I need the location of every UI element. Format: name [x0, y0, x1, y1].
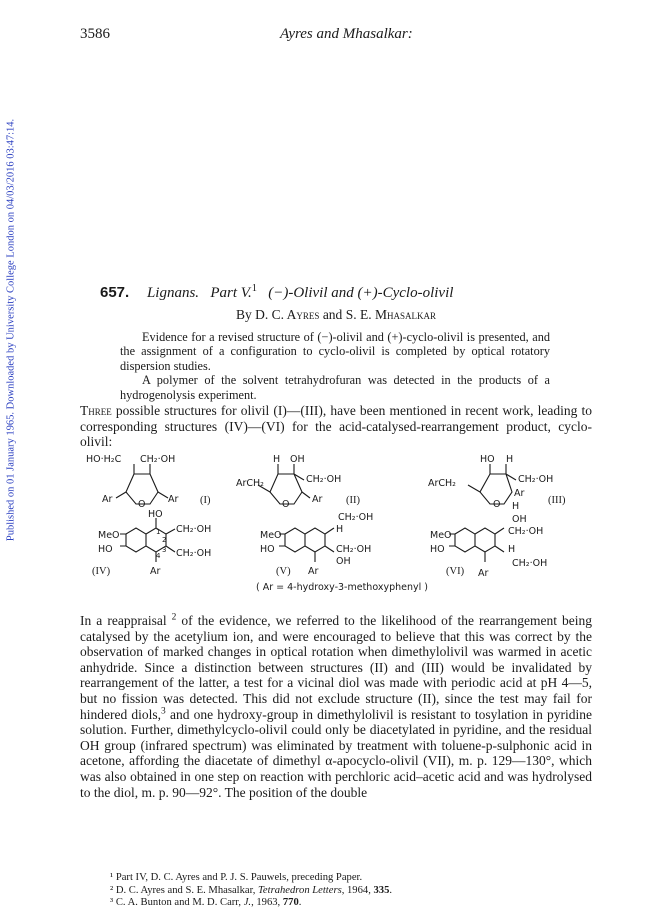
- footnote-3: [110, 897, 590, 910]
- authors-and: and: [322, 307, 343, 322]
- atom-ar-ii: Ar: [312, 494, 323, 505]
- atom-h-iii: H: [506, 454, 514, 465]
- title-compounds: (−)-Olivil and (+)-Cyclo-olivil: [268, 285, 454, 301]
- footnote-2: [110, 885, 590, 898]
- atom-ar-iv: Ar: [150, 566, 161, 577]
- structure-iii-ring: [468, 464, 516, 504]
- chemical-structures-figure: [80, 452, 592, 596]
- atom-h-ii: H: [273, 454, 281, 465]
- ar-definition: ( Ar = 4-hydroxy-3-methoxyphenyl ): [256, 582, 428, 593]
- atom-ho-v: HO: [260, 544, 275, 555]
- atom-ho-vi: HO: [430, 544, 445, 555]
- title-part: Part V.: [210, 285, 252, 301]
- atom-o-i: O: [138, 499, 146, 510]
- abstract-paragraph-2: A polymer of the solvent tetrahydrofuran was detected in the products of a hydrogenolysis experiment.: [120, 373, 550, 402]
- download-watermark-text: Published on 01 January 1965. Downloaded by University College London on 04/03/2016 03:47:14.: [5, 118, 17, 542]
- article-number: 657.: [100, 284, 130, 301]
- atom-hoh2c: HO·H₂C: [86, 454, 122, 465]
- atom-o-iii: O: [493, 499, 501, 510]
- atom-ch2oh-vi-bottom: CH₂·OH: [512, 558, 548, 569]
- main-text-3: and one hydroxy-group in dimethylolivil is resistant to tosylation in pyridine solution. Further, dimethylcyclo-olivil could only be diacetylated in pyridine, and the residual OH group (infrared spectrum) was eliminated by treatment with toluene-p-sulphonic acid in acetone, affording the diacetate of dimethyl α-apocyclo-olivil (VII), m. p. 129—130°, which was also obtained in one step on reaction with perchloric acid–acetic acid and was hydrolysed to the diol, m. p. 90—92°. The position of the double: [80, 706, 592, 800]
- atom-h-iii-bottom: H: [512, 501, 520, 512]
- main-text-1: In a reappraisal: [80, 613, 172, 628]
- atom-h-vi: H: [508, 544, 516, 555]
- atom-ho-iv-ring: HO: [98, 544, 113, 555]
- authors-by: By: [236, 307, 252, 322]
- ref-3: 3: [161, 706, 166, 717]
- atom-ar-i-right: Ar: [168, 494, 179, 505]
- title-lignans: Lignans.: [146, 285, 200, 301]
- structure-i-ar-bonds: [116, 492, 168, 498]
- locant-3: 3: [162, 546, 167, 554]
- atom-meo-vi: MeO: [430, 530, 452, 541]
- abstract: [120, 330, 550, 402]
- footnote-2-journal: Tetrahedron Letters: [258, 884, 342, 896]
- atom-meo-iv: MeO: [98, 530, 120, 541]
- footnote-3-authors: ³ C. A. Bunton and M. D. Carr,: [110, 897, 244, 909]
- atom-oh-ii: OH: [290, 454, 305, 465]
- abstract-paragraph-1: Evidence for a revised structure of (−)-olivil and (+)-cyclo-olivil is presented, and the assignment of a configuration to cyclo-olivil is completed by optical rotatory dispersion studies.: [120, 330, 550, 373]
- atom-ar-i-left: Ar: [102, 494, 113, 505]
- atom-arch2-iii: ArCH₂: [428, 478, 456, 489]
- main-text-2: of the evidence, we referred to the likelihood of the rearrangement being catalysed by the acetylium ion, and were encouraged to believe that this was correct by the observation of marked changes in optical rotation when dimethylolivil was warmed in acetic anhydride. Since a distinction between structures (II) and (III) would be invalidated by rearrangement of the latter, a test for a vicinal diol was made with periodic acid at pH 4—5, but no fission was detected. This did not exclude structure (II), since the test may fail for hindered diols,: [80, 613, 593, 722]
- footnote-2-year: , 1964,: [341, 884, 374, 896]
- footnotes: [110, 872, 590, 910]
- running-head: Ayres and Mhasalkar:: [280, 26, 413, 42]
- atom-o-ii: O: [282, 499, 290, 510]
- structure-iv-ring: [120, 518, 175, 562]
- atom-ar-iii: Ar: [514, 488, 525, 499]
- structure-i-ring: [126, 464, 158, 504]
- atom-ho-iv: HO: [148, 509, 163, 520]
- main-paragraph: [80, 613, 592, 800]
- footnote-3-year: , 1963,: [251, 897, 283, 909]
- structures-svg: [80, 452, 592, 596]
- atom-meo-v: MeO: [260, 530, 282, 541]
- locant-1: 1: [156, 528, 161, 536]
- atom-ch2oh-v-top: CH₂·OH: [338, 512, 374, 523]
- footnote-2-end: .: [389, 884, 393, 896]
- author-2: S. E. Mhasalkar: [345, 307, 436, 322]
- article-title: [100, 284, 580, 302]
- footnote-1: ¹ Part IV, D. C. Ayres and P. J. S. Pauwels, preceding Paper.: [110, 872, 363, 883]
- ref-2: 2: [171, 612, 177, 623]
- atom-ch2oh-i: CH₂·OH: [140, 454, 176, 465]
- structure-vi-ring: [449, 528, 504, 562]
- page-header: [80, 26, 592, 46]
- intro-paragraph: [80, 403, 592, 450]
- footnote-3-journal: J.: [243, 897, 252, 909]
- footnote-3-end: .: [298, 897, 302, 909]
- atom-ch2oh-ii: CH₂·OH: [306, 474, 342, 485]
- atom-ch2oh-vi: CH₂·OH: [508, 526, 544, 537]
- structure-ii-ring: [258, 464, 310, 504]
- label-ii: (II): [346, 495, 360, 506]
- author-line: [0, 307, 672, 323]
- intro-text: possible structures for olivil (I)—(III), have been mentioned in recent work, leading to corresponding structures (IV)—(VI) for the acid-catalysed-rearrangement product, cyclo-olivil:: [80, 403, 592, 450]
- atom-ch2oh-v: CH₂·OH: [336, 544, 372, 555]
- footnote-2-authors: ² D. C. Ayres and S. E. Mhasalkar,: [110, 884, 259, 896]
- footnote-2-volume: 335: [373, 884, 390, 896]
- download-watermark: [3, 80, 19, 580]
- atom-ch2oh-iv-1: CH₂·OH: [176, 524, 212, 535]
- page-number: 3586: [80, 26, 110, 42]
- atom-oh-v: OH: [336, 556, 351, 567]
- intro-first-word: Three: [80, 403, 112, 418]
- structure-v-ring: [279, 528, 334, 562]
- footnote-3-volume: 770: [282, 897, 299, 909]
- label-iv: (IV): [92, 566, 111, 577]
- atom-h-v: H: [336, 524, 344, 535]
- atom-ho-iii: HO: [480, 454, 495, 465]
- locant-2: 2: [162, 536, 167, 544]
- title-footnote-ref: 1: [251, 283, 257, 294]
- label-vi: (VI): [446, 566, 465, 577]
- atom-ar-vi: Ar: [478, 568, 489, 579]
- atom-ch2oh-iii: CH₂·OH: [518, 474, 554, 485]
- label-v: (V): [276, 566, 291, 577]
- author-1: D. C. Ayres: [255, 307, 320, 322]
- label-i: (I): [200, 495, 211, 506]
- label-iii: (III): [548, 495, 566, 506]
- locant-4: 4: [156, 552, 161, 560]
- atom-oh-vi: OH: [512, 514, 527, 525]
- atom-ar-v: Ar: [308, 566, 319, 577]
- atom-arch2-ii: ArCH₂: [236, 478, 264, 489]
- atom-ch2oh-iv-2: CH₂·OH: [176, 548, 212, 559]
